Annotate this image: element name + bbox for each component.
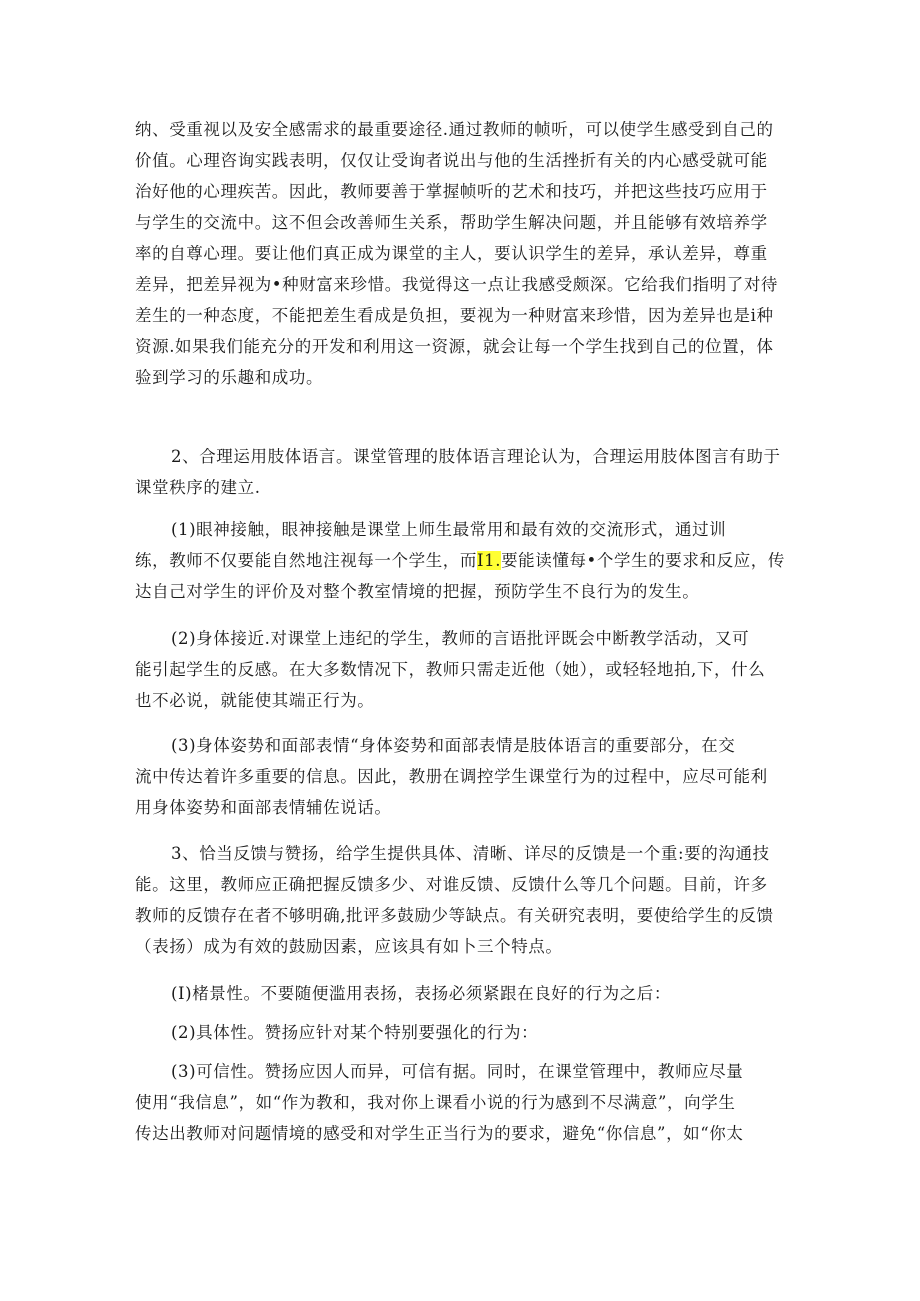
text-line: 2、合理运用肢体语言。课堂管理的肢体语言理论认为，合理运用肢体图言有助于 [171, 447, 781, 466]
text-line: (3)可信性。赞扬应因人而异，可信有据。同时，在课堂管理中，教师应尽量 [171, 1062, 744, 1081]
text-line: (3)身体姿势和面部表情“身体姿势和面部表情是肢体语言的重要部分，在交 [171, 736, 736, 755]
text-line: 也不必说，就能使其端正行为。 [135, 691, 375, 710]
text-line: (2)身体接近.对课堂上违纪的学生，教师的言语批评既会中断教学活动，又可 [171, 629, 750, 648]
text-line: 使用“我信息”，如“作为教和，我对你上课看小说的行为感到不尽满意”，向学生 [135, 1093, 736, 1112]
text-line: 与学生的交流中。这不但会改善师生关系，帮助学生解决问题，并且能够有效培养学 [135, 213, 768, 232]
text-line: 差异，把差异视为•种财富来珍惜。我觉得这一点让我感受颇深。它给我们指明了对待 [135, 275, 779, 294]
text-line: 能引起学生的反感。在大多数情况下，教师只需走近他（她），或轻轻地拍,下，什么 [135, 660, 766, 679]
text-line: 率的自尊心理。要让他们真正成为课堂的主人，要认识学生的差异，承认差异，尊重 [135, 244, 768, 263]
text-line: (I)楮景性。不要随便滥用表扬，表扬必须紧跟在良好的行为之后： [171, 984, 671, 1003]
text-line: 验到学习的乐趣和成功。 [135, 368, 324, 387]
paragraph-listening [135, 114, 785, 393]
paragraph-point-3 [135, 1056, 785, 1149]
text-line: 差生的一种态度，不能把差生看成是负担，要视为一种财富来珍惜，因为差异也是i种 [135, 306, 774, 325]
text-line: （表扬）成为有效的鼓励因素，应该具有如卜三个特点。 [135, 937, 563, 956]
text-line: 价值。心理咨询实践表明，仅仅让受询者说出与他的生活挫折有关的内心感受就可能 [135, 151, 768, 170]
text-line: 传达出教师对问题情境的感受和对学生正当行为的要求，避免“你信息”，如“你太 [135, 1124, 744, 1143]
text-line: 课堂秩序的建立. [135, 478, 261, 497]
text-line: 用身体姿势和面部表情辅佐说话。 [135, 798, 392, 817]
paragraph-feedback [135, 838, 785, 962]
text-line: (1)眼神接触，眼神接触是课堂上师生最常用和最有效的交流形式，通过训 [171, 520, 727, 539]
text-line: 教师的反馈存在者不够明确,批评多鼓励少等缺点。有关研究表明，要使给学生的反馈 [135, 906, 774, 925]
text-line: 达自己对学生的评价及对整个教室情境的把握，预防学生不良行为的发生。 [135, 582, 700, 601]
paragraph-proximity [135, 623, 785, 716]
paragraph-posture [135, 730, 785, 823]
paragraph-point-1 [135, 978, 785, 1009]
highlighted-text: I1. [477, 551, 502, 570]
paragraph-body-language [135, 441, 785, 503]
paragraph-point-2 [135, 1017, 785, 1048]
text-segment: 练，教师不仅要能自然地注视每一个学生，而 [135, 551, 477, 570]
text-line: 资源.如果我们能充分的开发和利用这一资源，就会让每一个学生找到自己的位置，体 [135, 337, 774, 356]
text-line: 流中传达着许多重要的信息。因此，教册在调控学生课堂行为的过程中，应尽可能利 [135, 767, 768, 786]
text-line [135, 545, 785, 576]
text-line: 纳、受重视以及安全感需求的最重要途径.通过教师的帧听，可以使学生感受到自己的 [135, 120, 774, 139]
paragraph-eye-contact [135, 514, 785, 607]
text-line: 3、恰当反馈与赞扬，给学生提供具体、清晰、详尽的反馈是一个重:要的沟通技 [171, 844, 770, 863]
text-line: 治好他的心理疾苦。因此，教师要善于掌握帧听的艺术和技巧，并把这些技巧应用于 [135, 182, 768, 201]
text-line: 能。这里，教师应正确把握反馈多少、对谁反馈、反馈什么等几个问题。目前，许多 [135, 875, 768, 894]
text-line: (2)具体性。赞扬应针对某个特别要强化的行为： [171, 1023, 539, 1042]
text-segment: 要能读懂每•个学生的要求和反应，传 [501, 551, 785, 570]
